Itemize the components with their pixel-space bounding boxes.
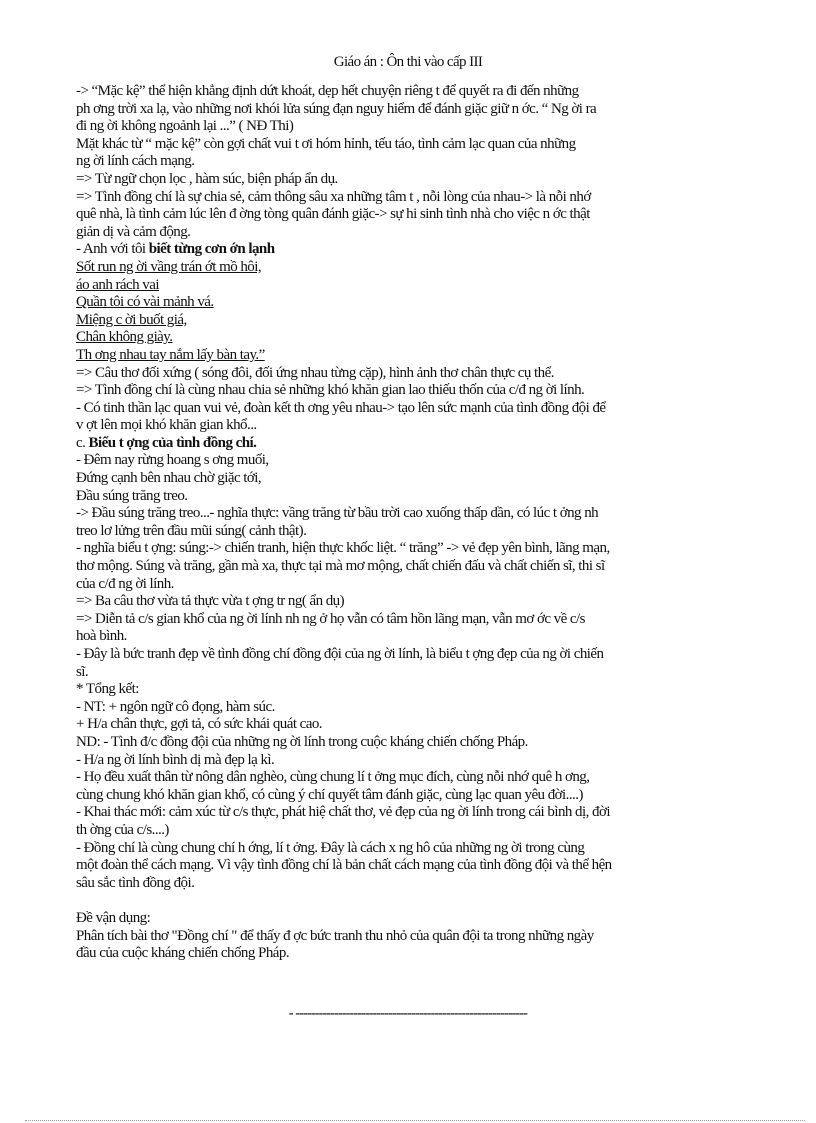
text-line — [76, 928, 686, 946]
text-line — [76, 400, 686, 418]
line-text: hoà bình. — [76, 628, 127, 645]
text-line — [76, 347, 686, 365]
text-line — [76, 382, 686, 400]
text-line — [76, 171, 686, 189]
text-line — [76, 241, 686, 259]
line-text: - nghĩa biểu t ợng: súng:-> chiến tranh, hiện thực khốc liệt. “ trăng” -> vẻ đẹp yên bình, lãng mạn, — [76, 540, 610, 557]
text-line — [76, 118, 686, 136]
text-line — [76, 892, 686, 910]
bold-text: Biểu t ợng của tình đồng chí. — [88, 434, 257, 451]
text-line — [76, 945, 686, 963]
text-line — [76, 664, 686, 682]
text-line — [76, 822, 686, 840]
line-text: - NT: + ngôn ngữ cô đọng, hàm súc. — [76, 698, 275, 715]
text-line — [76, 505, 686, 523]
text-line — [76, 910, 686, 928]
text-line — [76, 611, 686, 629]
text-line — [76, 804, 686, 822]
text-line — [76, 787, 686, 805]
bold-text: biết từng cơn ớn lạnh — [148, 241, 275, 258]
text-line — [76, 558, 686, 576]
text-line — [76, 206, 686, 224]
page-bottom-rule — [25, 1120, 805, 1121]
text-line — [76, 277, 686, 295]
line-text: - Họ đều xuất thân từ nông dân nghèo, cùng chung lí t ởng mục đích, cùng nỗi nhớ quê h ơng, — [76, 769, 590, 786]
line-text: => Tình đồng chí là cùng nhau chia sẻ những khó khăn gian lao thiếu thốn của c/đ ng ời lính. — [76, 382, 585, 399]
line-text: ND: - Tình đ/c đồng đội của những ng ời lính trong cuộc kháng chiến chống Pháp. — [76, 733, 528, 750]
line-text: Đề vận dụng: — [76, 909, 151, 926]
line-text: => Diễn tả c/s gian khổ của ng ời lính nh ng ở họ vẫn có tâm hồn lãng mạn, vẫn mơ ớc về c/s — [76, 610, 585, 627]
text-line — [76, 312, 686, 330]
line-text: th ờng của c/s....) — [76, 821, 169, 838]
text-line — [76, 523, 686, 541]
line-text: - Khai thác mới: cảm xúc từ c/s thực, phát hiệ chất thơ, vẻ đẹp của ng ời lính trong cái bình dị, đời — [76, 804, 610, 821]
text-line — [76, 101, 686, 119]
line-text: => Từ ngữ chọn lọc , hàm súc, biện pháp ẩn dụ. — [76, 170, 338, 187]
line-text: v ợt lên mọi khó khăn gian khổ... — [76, 417, 257, 434]
text-line — [76, 628, 686, 646]
text-line — [76, 681, 686, 699]
line-text: một đoàn thể cách mạng. Vì vậy tình đồng chí là bản chất cách mạng của tình đồng đội và thể hện — [76, 857, 612, 874]
line-text: => Ba câu thơ vừa tả thực vừa t ợng tr ng( ẩn dụ) — [76, 593, 345, 610]
text-line — [76, 452, 686, 470]
text-line — [76, 593, 686, 611]
line-text: => Câu thơ đối xứng ( sóng đôi, đối ứng nhau từng cặp), hình ảnh thơ chân thực cụ thể. — [76, 364, 554, 381]
line-text: - Anh với tôi — [76, 241, 149, 258]
line-text: Sốt run ng ời vầng trán ớt mồ hôi, — [76, 258, 262, 275]
text-line — [76, 470, 686, 488]
text-line — [76, 365, 686, 383]
text-line — [76, 576, 686, 594]
line-text: đầu của cuộc kháng chiến chống Pháp. — [76, 945, 290, 962]
text-line — [76, 646, 686, 664]
text-line — [76, 769, 686, 787]
text-line — [76, 716, 686, 734]
line-text: Mặt khác từ “ mặc kệ” còn gợi chất vui t ơi hóm hỉnh, tếu táo, tình cảm lạc quan của những — [76, 135, 576, 152]
line-text: thơ mộng. Súng và trăng, gần mà xa, thực tại mà mơ mộng, chất chiến đấu và chất chiến sĩ, thi sĩ — [76, 558, 605, 575]
line-text: - Có tinh thần lạc quan vui vẻ, đoàn kết th ơng yêu nhau-> tạo lên sức mạnh của tình đồng đội để — [76, 399, 606, 416]
line-text: -> Đầu súng trăng treo...- nghĩa thực: vầng trăng từ bầu trời cao xuống thấp dần, có lúc t ởng nh — [76, 505, 599, 522]
line-text: treo lơ lửng trên đầu mũi súng( cảnh thật). — [76, 522, 307, 539]
text-line — [76, 259, 686, 277]
line-text: Phân tích bài thơ "Đồng chí " để thấy đ ợc bức tranh thu nhỏ của quân đội ta trong những ngày — [76, 927, 594, 944]
line-text: c. — [76, 434, 89, 451]
line-text: + H/a chân thực, gợi tả, có sức khái quát cao. — [76, 716, 323, 733]
text-line — [76, 734, 686, 752]
text-line — [76, 189, 686, 207]
text-line — [76, 752, 686, 770]
text-line — [76, 224, 686, 242]
text-line — [76, 488, 686, 506]
line-text: giản dị và cảm động. — [76, 223, 191, 240]
line-text: - H/a ng ời lính bình dị mà đẹp lạ kì. — [76, 751, 275, 768]
line-text: - Đêm nay rừng hoang s ơng muối, — [76, 452, 269, 469]
line-text: Đứng cạnh bên nhau chờ giặc tới, — [76, 470, 262, 487]
line-text: sĩ. — [76, 663, 89, 680]
text-line — [76, 83, 686, 101]
line-text: quê nhà, là tình cảm lúc lên đ ờng tòng quân đánh giặc-> sự hi sinh tình nhà cho việc n ớc thật — [76, 206, 590, 223]
line-text: áo anh rách vai — [76, 276, 159, 293]
line-text: Chân không giày. — [76, 329, 173, 346]
line-text: - Đồng chí là cùng chung chí h ớng, lí t ởng. Đây là cách x ng hô của những ng ời trong cùng — [76, 839, 585, 856]
separator-dashes: - ------------------------------------------------------------ — [288, 1006, 528, 1021]
text-line — [76, 857, 686, 875]
text-line — [76, 153, 686, 171]
line-text: Đầu súng trăng treo. — [76, 487, 188, 504]
line-text: -> “Mặc kệ” thể hiện khẳng định dứt khoát, dẹp hết chuyện riêng t để quyết ra đi đến những — [76, 83, 579, 99]
line-text: ph ơng trời xa lạ, vào những nơi khói lửa súng đạn nguy hiểm để đánh giặc giữ n ớc. “ Ng ời ra — [76, 100, 597, 117]
line-text: * Tổng kết: — [76, 681, 139, 698]
text-line — [76, 840, 686, 858]
text-line — [76, 417, 686, 435]
line-text: Th ơng nhau tay nắm lấy bàn tay.” — [76, 346, 265, 363]
text-line — [76, 540, 686, 558]
line-text: - Đây là bức tranh đẹp về tình đồng chí đồng đội của ng ời lính, là biểu t ợng đẹp của ng ời chiến — [76, 646, 604, 662]
text-line — [76, 294, 686, 312]
text-line — [76, 329, 686, 347]
line-text: đi ng ời không ngoảnh lại ...” ( NĐ Thi) — [76, 118, 294, 135]
text-line — [76, 136, 686, 154]
text-line — [76, 699, 686, 717]
document-body — [76, 83, 686, 963]
line-text: Miệng c ời buốt giá, — [76, 311, 187, 328]
line-text: Quần tôi có vài mảnh vá. — [76, 294, 214, 311]
line-text: => Tình đồng chí là sự chia sẻ, cảm thông sâu xa những tâm t , nỗi lòng của nhau-> là nỗi nhớ — [76, 188, 591, 205]
text-line — [76, 875, 686, 893]
line-text: ng ời lính cách mạng. — [76, 153, 195, 170]
line-text: sâu sắc tình đồng đội. — [76, 874, 195, 891]
page-title: Giáo án : Ôn thi vào cấp III — [333, 54, 483, 70]
text-line — [76, 435, 686, 453]
line-text: cùng chung khó khăn gian khổ, có cùng ý chí quyết tâm đánh giặc, cùng lạc quan yêu đời....) — [76, 786, 583, 803]
line-text: của c/đ ng ời lính. — [76, 575, 174, 592]
